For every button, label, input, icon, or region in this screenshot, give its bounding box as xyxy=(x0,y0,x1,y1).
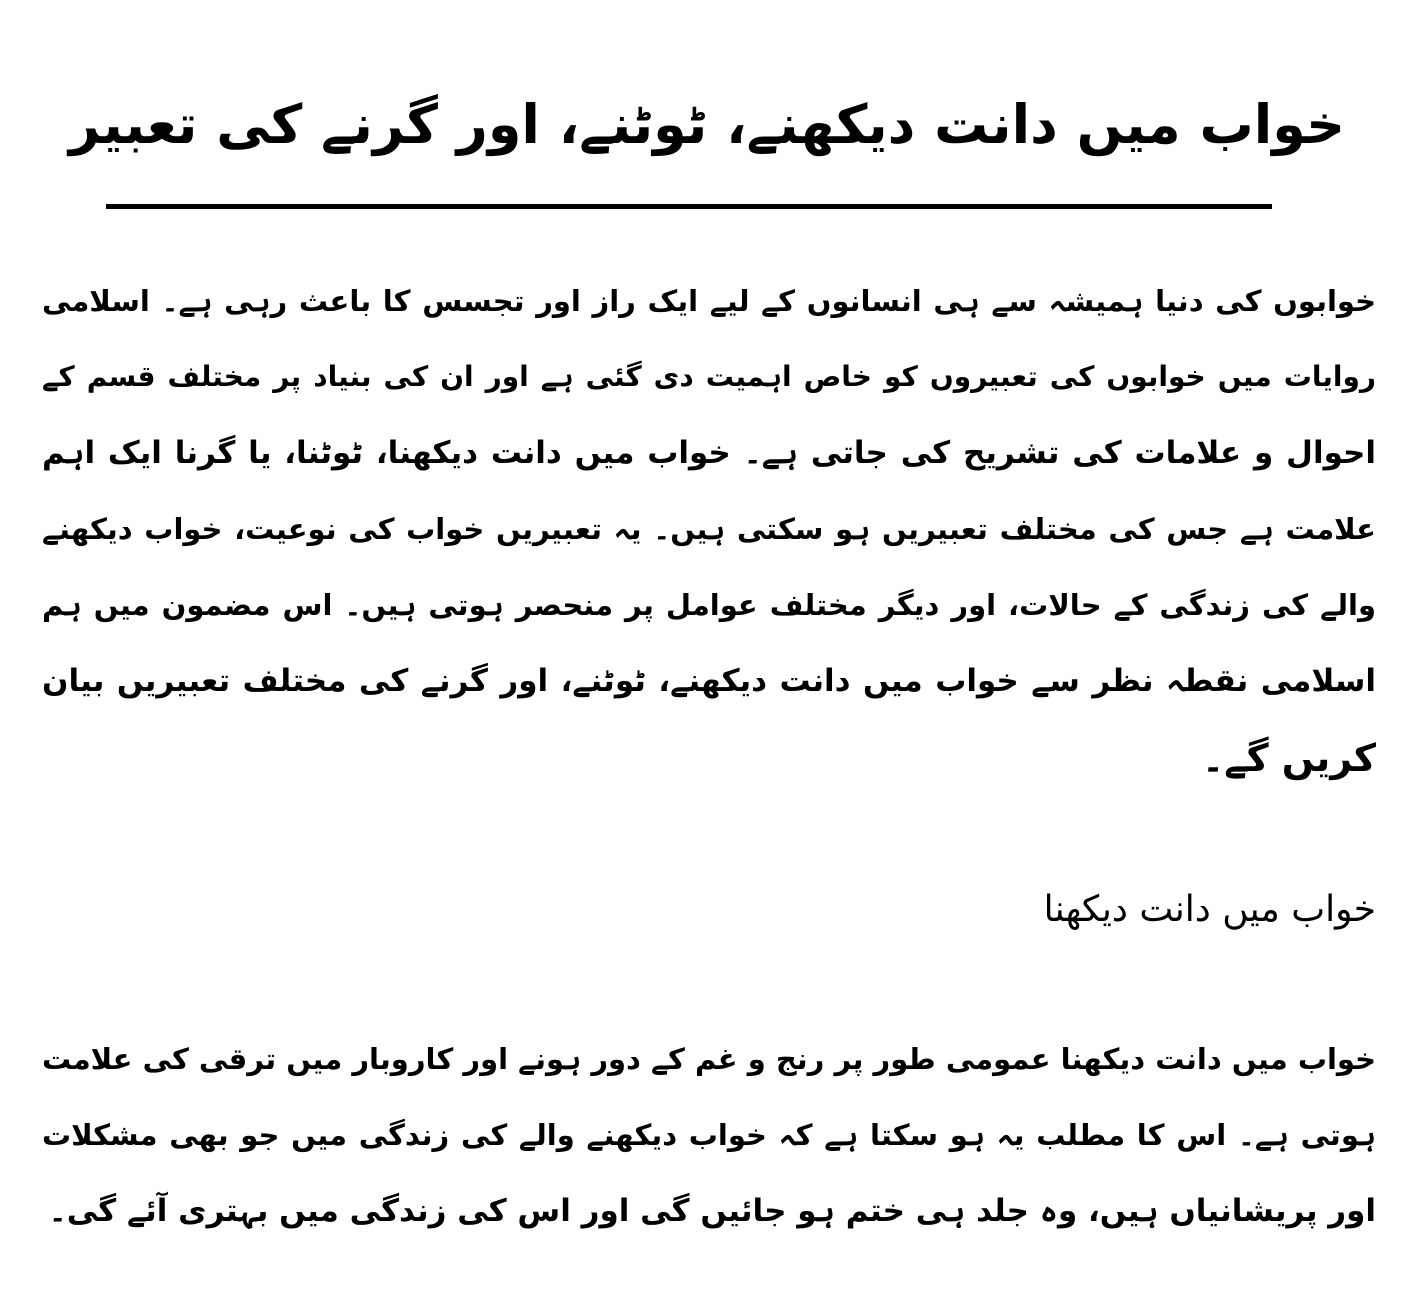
intro-line-7: کریں گے۔ xyxy=(1201,736,1376,780)
intro-line-3: احوال و علامات کی تشریح کی جاتی ہے۔ خواب میں دانت دیکھنا، ٹوٹنا، یا گرنا ایک اہم xyxy=(42,435,1376,471)
section-line-3: اور پریشانیاں ہیں، وہ جلد ہی ختم ہو جائیں گی اور اس کی زندگی میں بہتری آئے گی۔ xyxy=(48,1193,1376,1229)
article-title: خواب میں دانت دیکھنے، ٹوٹنے، اور گرنے کی تعبیر xyxy=(68,93,1346,156)
intro-line-6: اسلامی نقطہ نظر سے خواب میں دانت دیکھنے، ٹوٹنے، اور گرنے کی مختلف تعبیریں بیان xyxy=(42,663,1376,699)
section-line-2: ہوتی ہے۔ اس کا مطلب یہ ہو سکتا ہے کہ خواب دیکھنے والے کی زندگی میں جو بھی مشکلات xyxy=(42,1118,1376,1152)
intro-line-5: والے کی زندگی کے حالات، اور دیگر مختلف عوامل پر منحصر ہوتی ہیں۔ اس مضمون میں ہم xyxy=(42,588,1376,622)
section-line-1: خواب میں دانت دیکھنا عمومی طور پر رنج و غم کے دور ہونے اور کاروبار میں ترقی کی علامت xyxy=(42,1042,1376,1076)
intro-line-1: خوابوں کی دنیا ہمیشہ سے ہی انسانوں کے لیے ایک راز اور تجسس کا باعث رہی ہے۔ اسلامی xyxy=(42,284,1376,318)
intro-line-2: روایات میں خوابوں کی تعبیروں کو خاص اہمیت دی گئی ہے اور ان کی بنیاد پر مختلف قسم کے xyxy=(42,360,1376,393)
title-underline xyxy=(106,204,1272,209)
intro-line-4: علامت ہے جس کی مختلف تعبیریں ہو سکتی ہیں۔ یہ تعبیریں خواب کی نوعیت، خواب دیکھنے xyxy=(42,512,1376,546)
section-heading: خواب میں دانت دیکھنا xyxy=(1043,889,1376,930)
